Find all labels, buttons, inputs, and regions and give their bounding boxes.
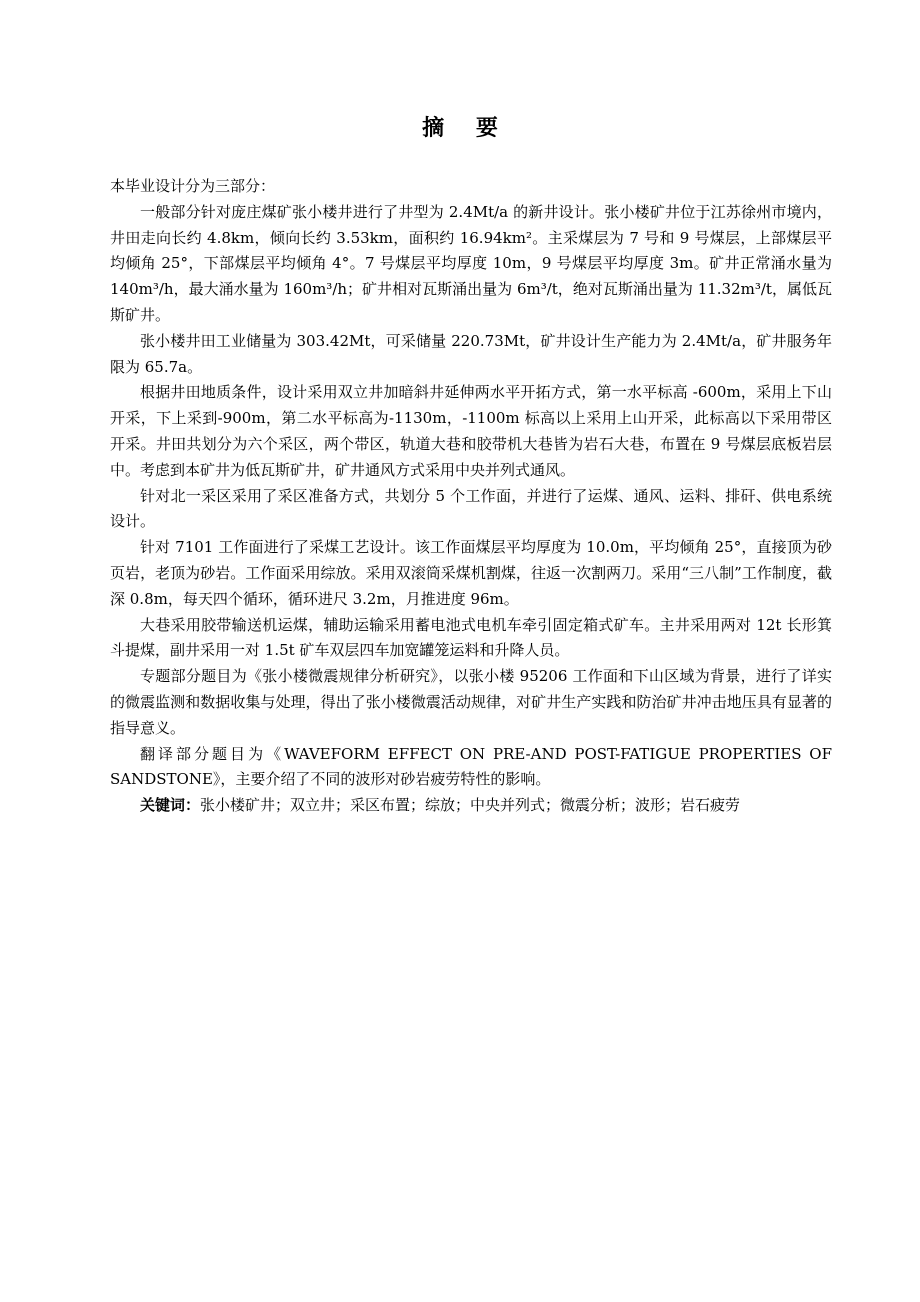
keywords-line — [110, 793, 832, 819]
page-title: 摘 要 — [422, 116, 510, 141]
paragraph-mining-technology: 针对 7101 工作面进行了采煤工艺设计。该工作面煤层平均厚度为 10.0m，平均倾角 25°，直接顶为砂页岩，老顶为砂岩。工作面采用综放。采用双滚筒采煤机割煤，往返一次割两刀。采用“三八制”工作制度，截深 0.8m，每天四个循环，循环进尺 3.2m，月推进度 96m。 — [110, 538, 832, 608]
paragraph-transport: 大巷采用胶带输送机运煤，辅助运输采用蓄电池式电机车牵引固定箱式矿车。主井采用两对 12t 长形箕斗提煤，副井采用一对 1.5t 矿车双层四车加宽罐笼运料和升降人员。 — [110, 615, 832, 660]
paragraph-mining-district: 针对北一采区采用了采区准备方式，共划分 5 个工作面，并进行了运煤、通风、运料、排矸、供电系统设计。 — [110, 486, 832, 531]
keywords-text: 张小楼矿井；双立井；采区布置；综放；中央并列式；微震分析；波形；岩石疲劳 — [200, 796, 741, 815]
keywords-label: 关键词： — [140, 796, 201, 815]
paragraph-development: 根据井田地质条件，设计采用双立井加暗斜井延伸两水平开拓方式，第一水平标高 -600m，采用上下山开采，下上采到-900m，第二水平标高为-1130m，-1100m 标高以上采用上山开采，此标高以下采用带区开采。井田共划分为六个采区，两个带区，轨道大巷和胶带机大巷皆为岩石大巷，布置在 9 号煤层底板岩层中。考虑到本矿井为低瓦斯矿井，矿井通风方式采用中央并列式通风。 — [110, 383, 832, 479]
paragraph-reserves: 张小楼井田工业储量为 303.42Mt，可采储量 220.73Mt，矿井设计生产能力为 2.4Mt/a，矿井服务年限为 65.7a。 — [110, 331, 832, 376]
intro-line: 本毕业设计分为三部分： — [110, 177, 276, 195]
paragraph-general-design: 一般部分针对庞庄煤矿张小楼井进行了井型为 2.4Mt/a 的新井设计。张小楼矿井位于江苏徐州市境内，井田走向长约 4.8km，倾向长约 3.53km，面积约 16.94km²。主采煤层为 7 号和 9 号煤层，上部煤层平均倾角 25°，下部煤层平均倾角 4°。7 号煤层平均厚度 10m，9 号煤层平均厚度 3m。矿井正常涌水量为 140m³/h，最大涌水量为 160m³/h；矿井相对瓦斯涌出量为 6m³/t，绝对瓦斯涌出量为 11.32m³/t，属低瓦斯矿井。 — [110, 202, 832, 324]
abstract-body — [110, 174, 832, 819]
paragraph-translation: 翻译部分题目为《WAVEFORM EFFECT ON PRE-AND POST-FATIGUE PROPERTIES OF SANDSTONE》，主要介绍了不同的波形对砂岩疲劳特性的影响。 — [110, 744, 832, 789]
paragraph-special-topic: 专题部分题目为《张小楼微震规律分析研究》，以张小楼 95206 工作面和下山区域为背景，进行了详实的微震监测和数据收集与处理，得出了张小楼微震活动规律，对矿井生产实践和防治矿井冲击地压具有显著的指导意义。 — [110, 667, 832, 737]
